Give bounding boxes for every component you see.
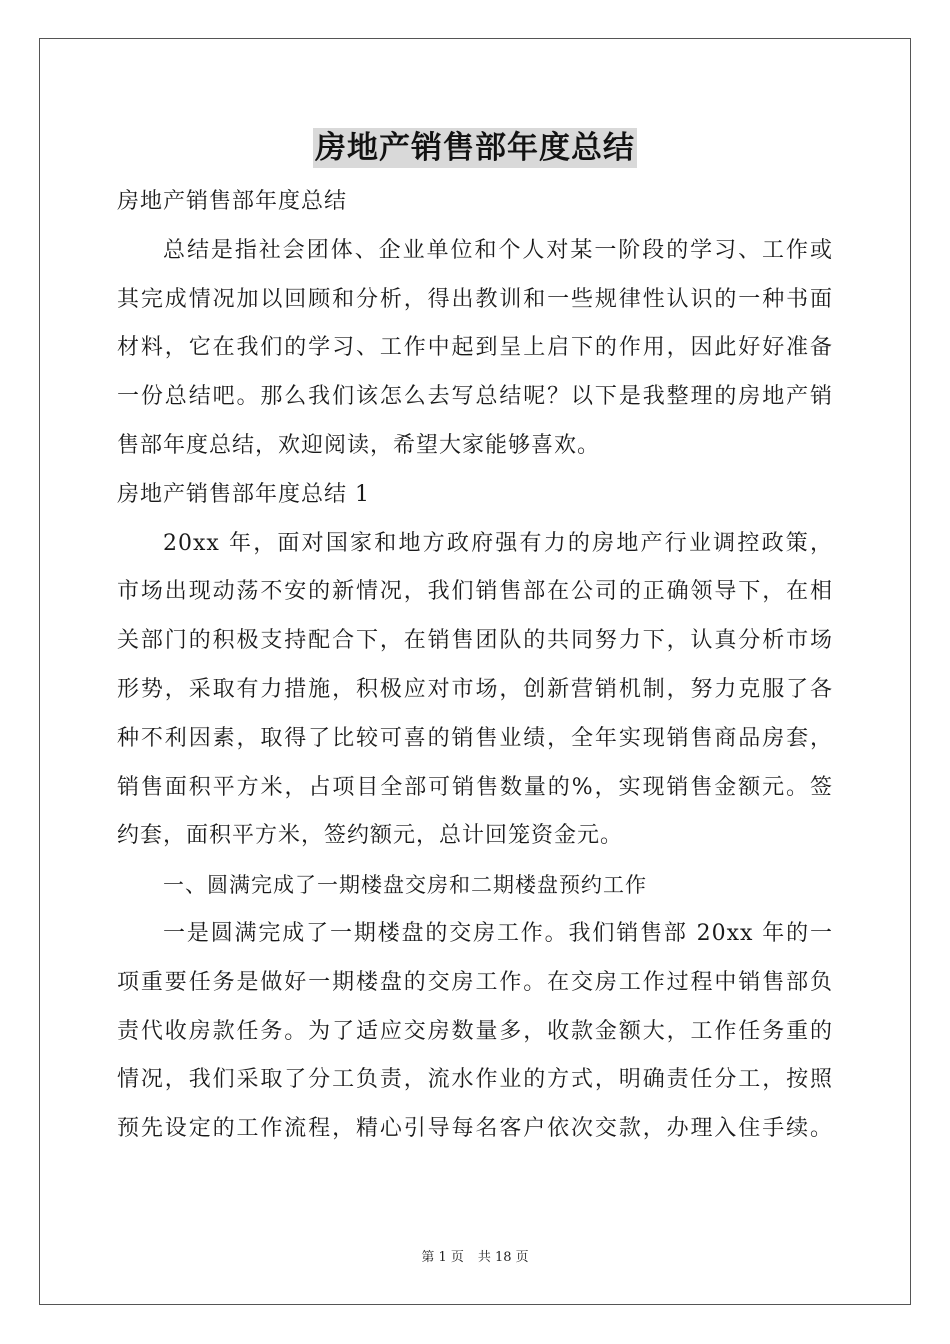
title-container (0, 128, 950, 168)
text-line: 一、圆满完成了一期楼盘交房和二期楼盘预约工作 (163, 873, 647, 898)
page-total: 共 18 页 (477, 1250, 529, 1265)
text-line: 项重要任务是做好一期楼盘的交房工作。在交房工作过程中销售部负 (117, 969, 833, 995)
text-line: 预先设定的工作流程，精心引导每名客户依次交款，办理入住手续。 (117, 1116, 833, 1142)
page-footer (0, 1246, 950, 1265)
text-line: 20xx 年，面对国家和地方政府强有力的房地产行业调控政策， (163, 530, 833, 556)
document-body (117, 178, 833, 1154)
text-line: 关部门的积极支持配合下，在销售团队的共同努力下，认真分析市场 (117, 628, 833, 654)
text-line: 销售面积平方米，占项目全部可销售数量的%，实现销售金额元。签 (117, 774, 833, 800)
text-line: 房地产销售部年度总结 (117, 189, 348, 214)
text-line: 总结是指社会团体、企业单位和个人对某一阶段的学习、工作或 (163, 237, 833, 263)
text-line: 售部年度总结，欢迎阅读，希望大家能够喜欢。 (117, 432, 601, 458)
text-line: 其完成情况加以回顾和分析，得出教训和一些规律性认识的一种书面 (117, 286, 833, 312)
text-line: 情况，我们采取了分工负责，流水作业的方式，明确责任分工，按照 (117, 1067, 833, 1093)
page-number: 第 1 页 (421, 1250, 464, 1265)
text-line: 约套，面积平方米，签约额元，总计回笼资金元。 (117, 823, 624, 849)
text-line: 材料，它在我们的学习、工作中起到呈上启下的作用，因此好好准备 (117, 335, 833, 361)
text-line: 市场出现动荡不安的新情况，我们销售部在公司的正确领导下，在相 (117, 579, 833, 605)
text-line: 房地产销售部年度总结 1 (117, 481, 370, 507)
text-line: 一份总结吧。那么我们该怎么去写总结呢？以下是我整理的房地产销 (117, 384, 833, 410)
text-line: 形势，采取有力措施，积极应对市场，创新营销机制，努力克服了各 (117, 676, 833, 702)
text-line: 一是圆满完成了一期楼盘的交房工作。我们销售部 20xx 年的一 (163, 920, 833, 946)
document-title: 房地产销售部年度总结 (315, 130, 635, 166)
text-line: 种不利因素，取得了比较可喜的销售业绩，全年实现销售商品房套， (117, 725, 833, 751)
text-line: 责代收房款任务。为了适应交房数量多，收款金额大，工作任务重的 (117, 1018, 833, 1044)
